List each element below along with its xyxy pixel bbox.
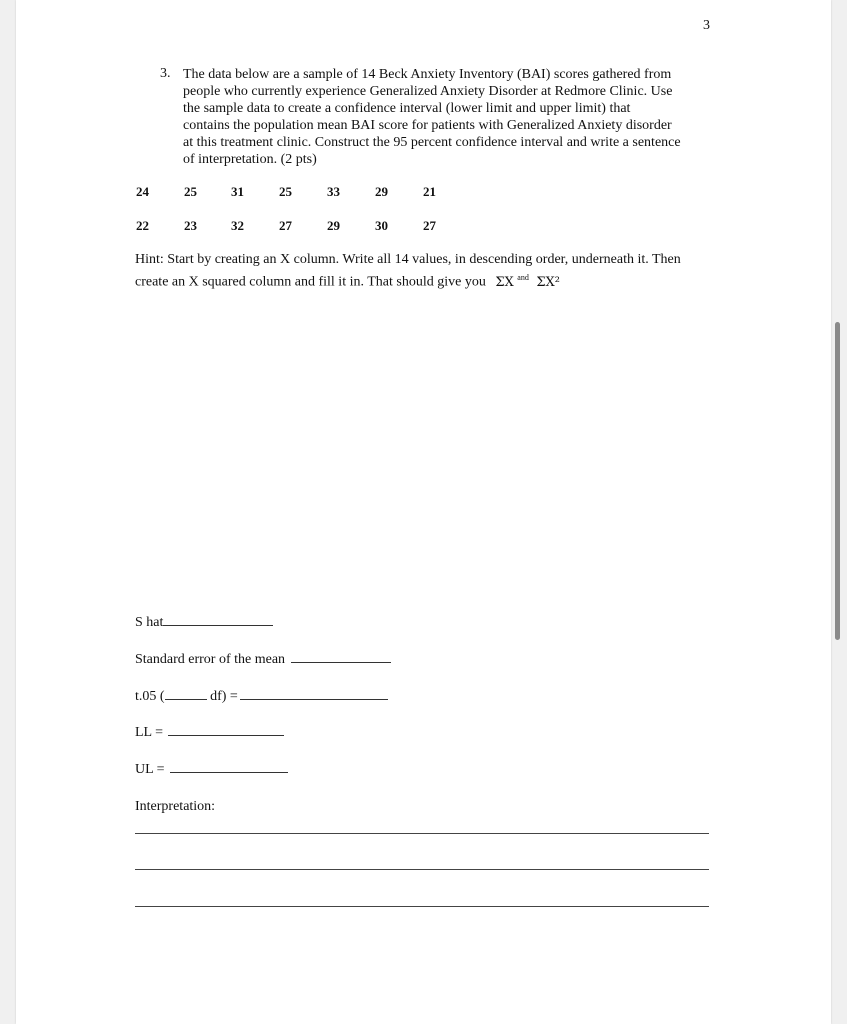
hint-line: Hint: Start by creating an X column. Write all 14 values, in descending order, underneath it. Then: [135, 252, 681, 267]
hint-line-2: create an X squared column and fill it in. That should give you ΣX $^{and}$ ΣX²: [135, 273, 561, 290]
interpretation-label: Interpretation:: [135, 799, 216, 814]
score-value: 21: [423, 184, 436, 199]
score-value: 24: [136, 184, 149, 199]
t-value-blank[interactable]: [240, 698, 388, 700]
sem-blank[interactable]: [291, 661, 391, 663]
df-label: df) =: [210, 689, 238, 704]
interpretation-line[interactable]: [135, 869, 709, 870]
question-line: at this treatment clinic. Construct the 95 percent confidence interval and write a sentence: [183, 135, 681, 150]
score-value: 29: [375, 184, 388, 199]
sem-field[interactable]: [135, 652, 391, 668]
and-superscript: and: [517, 273, 529, 282]
sem-label: Standard error of the mean: [135, 652, 286, 667]
interpretation-line[interactable]: [135, 906, 709, 907]
sum-x-symbol: ΣX: [495, 274, 514, 290]
question-line: the sample data to create a confidence interval (lower limit and upper limit) that: [183, 101, 631, 116]
upper-limit-field[interactable]: [135, 762, 288, 778]
question-line: people who currently experience Generalized Anxiety Disorder at Redmore Clinic. Use: [183, 84, 673, 99]
upper-limit-blank[interactable]: [170, 771, 288, 773]
question-number: 3.: [160, 66, 171, 81]
score-value: 27: [423, 218, 436, 233]
sum-x-squared-symbol: ΣX²: [536, 274, 561, 290]
t-critical-field[interactable]: [135, 689, 388, 705]
score-value: 25: [184, 184, 197, 199]
lower-limit-label: LL =: [135, 725, 163, 740]
score-value: 22: [136, 218, 149, 233]
score-value: 32: [231, 218, 244, 233]
score-value: 27: [279, 218, 292, 233]
score-value: 29: [327, 218, 340, 233]
interpretation-line[interactable]: [135, 833, 709, 834]
lower-limit-blank[interactable]: [168, 734, 284, 736]
vertical-scrollbar[interactable]: [835, 322, 840, 640]
score-value: 30: [375, 218, 388, 233]
score-value: 33: [327, 184, 340, 199]
t-critical-label: t.05 (: [135, 689, 165, 704]
df-blank[interactable]: [165, 698, 207, 700]
score-value: 31: [231, 184, 244, 199]
lower-limit-field[interactable]: [135, 725, 284, 741]
s-hat-label: S hat: [135, 615, 164, 630]
s-hat-field[interactable]: [135, 615, 273, 631]
score-value: 23: [184, 218, 197, 233]
question-line: of interpretation. (2 pts): [183, 152, 317, 167]
s-hat-blank[interactable]: [163, 624, 273, 626]
score-value: 25: [279, 184, 292, 199]
document-page: [16, 0, 831, 1024]
question-line: The data below are a sample of 14 Beck Anxiety Inventory (BAI) scores gathered from: [183, 67, 672, 82]
upper-limit-label: UL =: [135, 762, 165, 777]
question-line: contains the population mean BAI score for patients with Generalized Anxiety disorder: [183, 118, 672, 133]
question-text: [183, 66, 703, 168]
hint-text: [135, 251, 715, 292]
page-number: 3: [703, 18, 710, 33]
